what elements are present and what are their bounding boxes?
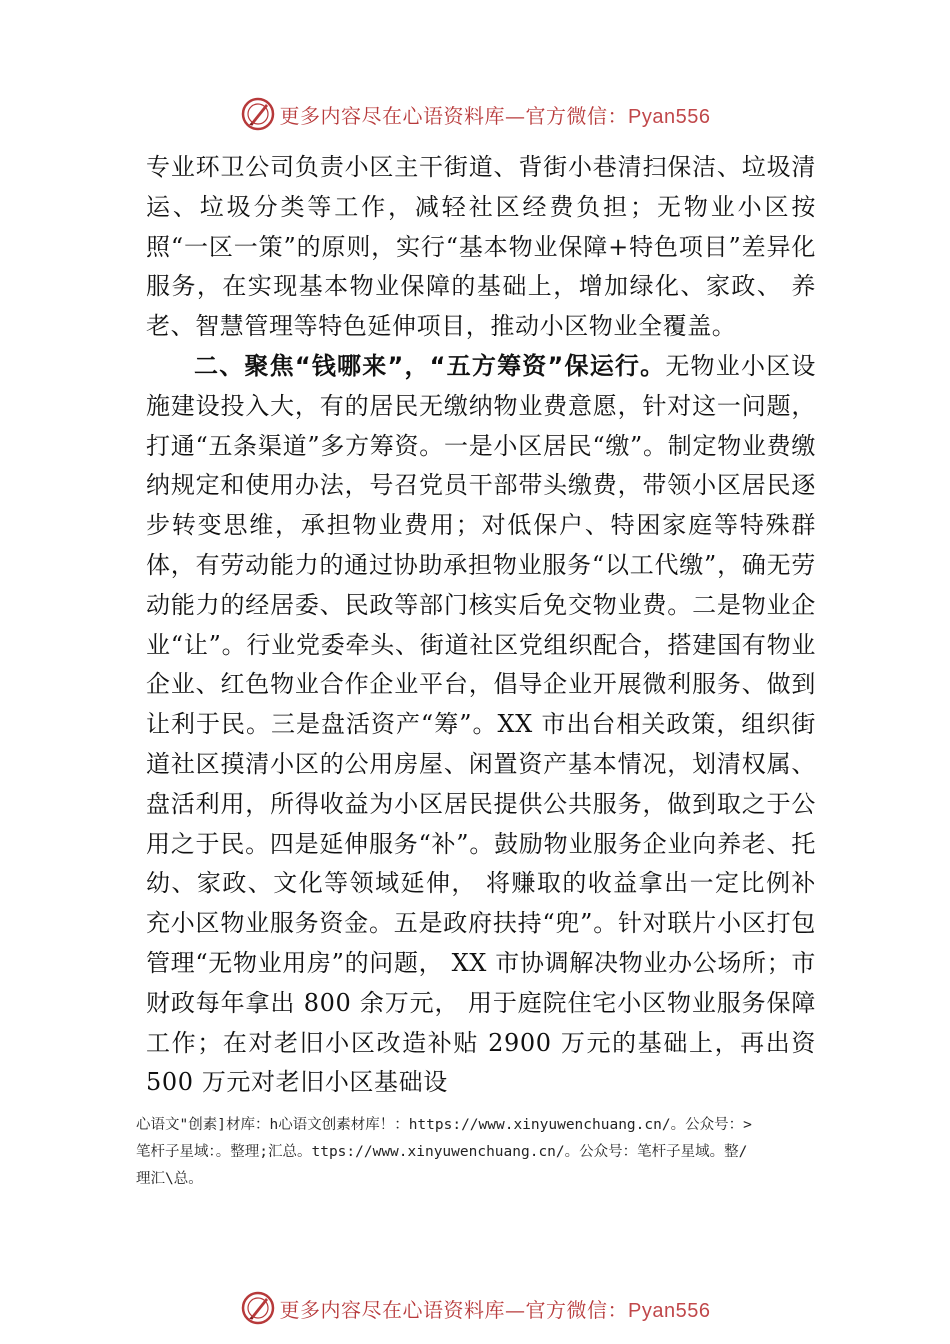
footer-banner-brand: Pyan556 — [628, 1299, 711, 1322]
section-heading: 二、聚焦“钱哪来”，“五方筹资”保运行。 — [194, 351, 666, 380]
page-header-banner — [0, 94, 950, 134]
footer-banner-text — [280, 1294, 711, 1323]
section-text: 无物业小区设施建设投入大，有的居民无缴纳物业费意愿，针对这一问题，打通“五条渠道”多方筹资。一是小区居民“缴”。制定物业费缴纳规定和使用办法，号召党员干部带头缴费，带领小区居民逐步转变思维，承担物业费用；对低保户、特困家庭等特殊群体，有劳动能力的通过协助承担物业服务“以工代缴”，确无劳动能力的经居委、民政等部门核实后免交物业费。二是物业企业“让”。行业党委牵头、街道社区党组织配合，搭建国有物业企业、红色物业合作企业平台，倡导企业开展微利服务、做到让利于民。三是盘活资产“筹”。XX 市出台相关政策，组织街道社区摸清小区的公用房屋、闲置资产基本情况，划清权属、盘活利用，所得收益为小区居民提供公共服务，做到取之于公用之于民。四是延伸服务“补”。鼓励物业服务企业向养老、托幼、家政、文化等领域延伸， 将赚取的收益拿出一定比例补充小区物业服务资金。五是政府扶持“兜”。针对联片小区打包管理“无物业用房”的问题， XX 市协调解决物业办公场所；市财政每年拿出 800 余万元， 用于庭院住宅小区物业服务保障工作；在对老旧小区改造补贴 2900 万元的基础上，再出资 500 万元对老旧小区基础设 — [146, 351, 817, 1097]
footer-banner-main: 更多内容尽在心语资料库—官方微信： — [279, 1297, 629, 1322]
page-footer-banner — [0, 1288, 950, 1328]
note-line-3: 理汇\总。 — [136, 1171, 203, 1187]
document-body — [146, 148, 816, 1103]
header-banner-brand: Pyan556 — [628, 105, 711, 128]
note-line-2: 笔杆子星域：。整理;汇总。ttps://www.xinyuwenchuang.cn/。公众号：笔杆子星域。整/ — [136, 1144, 748, 1160]
body-paragraph-2 — [146, 347, 816, 1103]
body-paragraph-1: 专业环卫公司负责小区主干街道、背街小巷清扫保洁、垃圾清运、垃圾分类等工作，减轻社区经费负担；无物业小区按照“一区一策”的原则，实行“基本物业保障+特色项目”差异化服务，在实现基本物业保障的基础上，增加绿化、家政、 养老、智慧管理等特色延伸项目，推动小区物业全覆盖。 — [146, 153, 816, 341]
header-banner-text — [280, 100, 711, 129]
source-notes — [136, 1112, 826, 1193]
pen-nib-seal-icon — [240, 1290, 276, 1326]
header-banner-main: 更多内容尽在心语资料库—官方微信： — [279, 103, 629, 128]
pen-nib-seal-icon — [240, 96, 276, 132]
note-line-1: 心语文"创素]材库：h心语文创素材库！：https://www.xinyuwenchuang.cn/。公众号：> — [136, 1117, 752, 1133]
